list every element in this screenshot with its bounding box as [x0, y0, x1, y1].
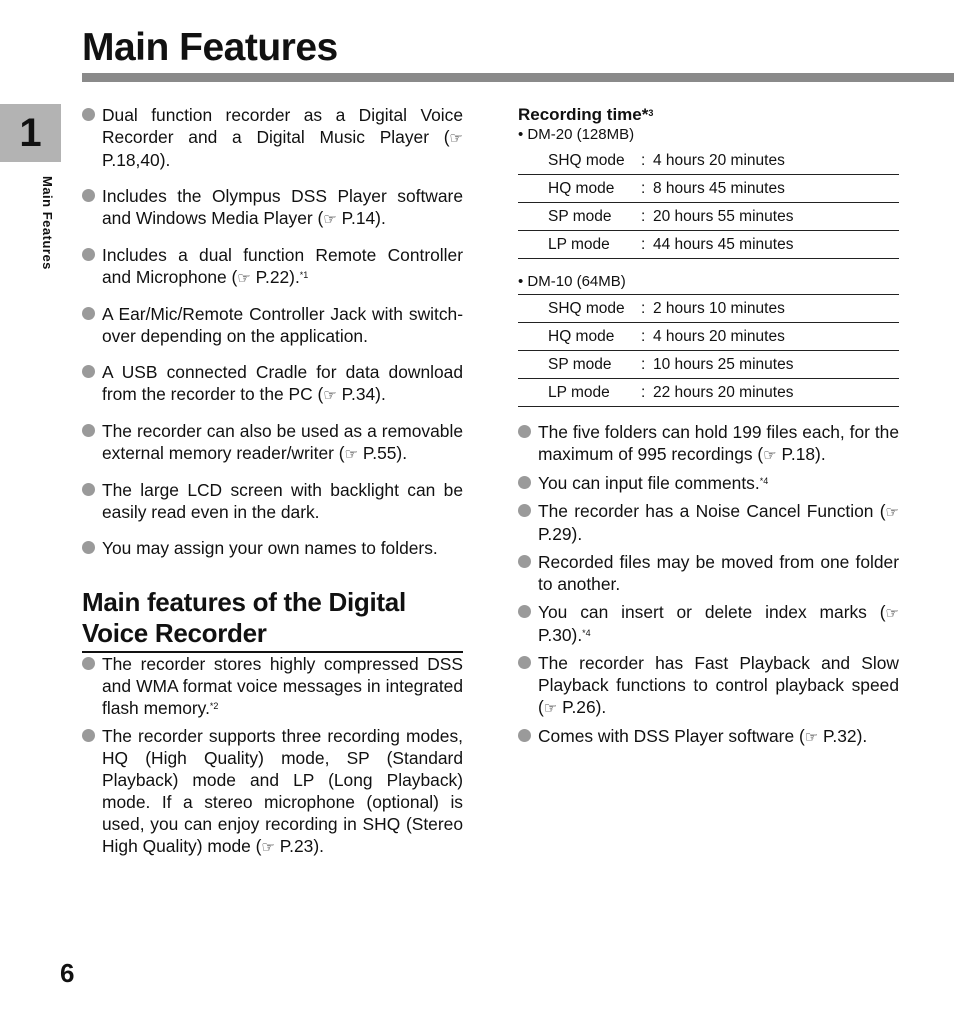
page-reference-icon: ☞	[804, 728, 819, 746]
page-reference: P.23).	[279, 836, 324, 856]
list-item-text: Dual function recorder as a Digital Voice Recorder and a Digital Music Player (	[102, 105, 463, 147]
list-item	[82, 725, 463, 858]
mode-cell: HQ mode	[548, 180, 615, 197]
recorder-feature-list	[82, 653, 463, 858]
duration-cell: 2 hours 10 minutes	[653, 300, 785, 317]
list-item-text: The five folders can hold 199 files each, for the maximum of 995 recordings (	[538, 422, 899, 464]
recording-time-table	[518, 294, 899, 407]
mode-cell: SP mode	[548, 208, 612, 225]
model-label: • DM-10 (64MB)	[518, 273, 626, 290]
separator-cell: :	[641, 180, 646, 197]
list-item	[518, 601, 899, 646]
side-chapter-label: Main Features	[40, 176, 55, 270]
list-item-text: You can input file comments.	[538, 473, 760, 493]
list-item	[518, 472, 899, 494]
mode-cell: LP mode	[548, 236, 610, 253]
footnote-marker: *4	[582, 628, 591, 638]
duration-cell: 10 hours 25 minutes	[653, 356, 794, 373]
table-row	[518, 323, 899, 351]
duration-cell: 22 hours 20 minutes	[653, 384, 794, 401]
bullet-icon	[518, 605, 531, 618]
bullet-icon	[518, 504, 531, 517]
chapter-tab: 1	[0, 104, 61, 162]
recording-time-table	[518, 147, 899, 259]
list-item	[82, 479, 463, 523]
page-reference-icon: ☞	[885, 604, 899, 622]
page-title: Main Features	[82, 26, 338, 69]
separator-cell: :	[641, 300, 646, 317]
bullet-icon	[82, 424, 95, 437]
table-row	[518, 147, 899, 175]
list-item	[82, 104, 463, 171]
bullet-icon	[82, 729, 95, 742]
list-item-text: Recorded files may be moved from one folder to another.	[538, 552, 899, 594]
footnote-marker: *1	[299, 270, 309, 280]
separator-cell: :	[641, 328, 646, 345]
page-reference-icon: ☞	[237, 269, 251, 287]
separator-cell: :	[641, 384, 646, 401]
page-reference: P.34).	[341, 384, 386, 404]
page-reference: P.14).	[341, 208, 386, 228]
page-reference: P.32).	[823, 726, 868, 746]
duration-cell: 20 hours 55 minutes	[653, 208, 794, 225]
list-item-text: The recorder has Fast Playback and Slow Playback functions to control playback speed (	[538, 653, 899, 717]
right-column	[518, 104, 899, 754]
mode-cell: SP mode	[548, 356, 612, 373]
duration-cell: 4 hours 20 minutes	[653, 328, 785, 345]
list-item-text: The recorder supports three recording modes, HQ (High Quality) mode, SP (Standard Playback) mode and LP (Long Playback) mode. If a stereo microphone (optional) is used, you can enjoy recording in SHQ (Stereo High Quality) mode (	[102, 726, 463, 856]
mode-cell: HQ mode	[548, 328, 615, 345]
list-item	[82, 361, 463, 406]
list-item	[518, 652, 899, 719]
separator-cell: :	[641, 152, 646, 169]
page-reference: P.18,40).	[102, 150, 171, 170]
list-item	[82, 420, 463, 465]
page-reference-icon: ☞	[885, 503, 899, 521]
bullet-icon	[82, 365, 95, 378]
duration-cell: 8 hours 45 minutes	[653, 180, 785, 197]
page-reference-icon: ☞	[344, 445, 359, 463]
list-item	[82, 185, 463, 230]
list-item-text: A USB connected Cradle for data download from the recorder to the PC (	[102, 362, 463, 404]
page-reference-icon: ☞	[763, 446, 777, 464]
table-row	[518, 351, 899, 379]
page-reference: P.26).	[562, 697, 607, 717]
bullet-icon	[518, 729, 531, 742]
list-item-text: The recorder has a Noise Cancel Function (	[538, 501, 886, 521]
duration-cell: 4 hours 20 minutes	[653, 152, 785, 169]
title-rule	[82, 73, 954, 82]
section-heading: Main features of the Digital Voice Recorder	[82, 587, 463, 653]
table-row	[518, 175, 899, 203]
recording-time-heading: Recording time*$^3$	[518, 105, 654, 124]
page-reference-icon: ☞	[449, 129, 463, 147]
page-reference: P.29).	[538, 524, 583, 544]
table-row	[518, 379, 899, 407]
bullet-icon	[518, 656, 531, 669]
mode-cell: SHQ mode	[548, 152, 625, 169]
page-reference: P.18).	[781, 444, 826, 464]
list-item-text: You can insert or delete index marks (	[538, 602, 886, 622]
left-column	[82, 104, 463, 864]
list-item-text: Comes with DSS Player software (	[538, 726, 805, 746]
bullet-icon	[82, 541, 95, 554]
bullet-icon	[82, 248, 95, 261]
footnote-marker: *4	[759, 476, 769, 486]
page-reference: P.30).	[538, 625, 583, 645]
list-item-text: The recorder stores highly compressed DSS and WMA format voice messages in integrated flash memory.	[102, 654, 463, 718]
page-number: 6	[60, 958, 75, 988]
separator-cell: :	[641, 208, 646, 225]
bullet-icon	[518, 555, 531, 568]
feature-list	[82, 104, 463, 559]
bullet-icon	[82, 657, 95, 670]
list-item	[518, 421, 899, 466]
bullet-icon	[518, 425, 531, 438]
list-item	[82, 653, 463, 719]
bullet-icon	[518, 476, 531, 489]
list-item	[518, 551, 899, 595]
mode-cell: SHQ mode	[548, 300, 625, 317]
mode-cell: LP mode	[548, 384, 610, 401]
duration-cell: 44 hours 45 minutes	[653, 236, 794, 253]
list-item-text: Includes a dual function Remote Controller and Microphone (	[102, 245, 463, 287]
list-item	[518, 725, 899, 748]
bullet-icon	[82, 108, 95, 121]
list-item-text: Includes the Olympus DSS Player software and Windows Media Player (	[102, 186, 463, 228]
list-item-text: The large LCD screen with backlight can be easily read even in the dark.	[102, 480, 463, 522]
list-item-text: A Ear/Mic/Remote Controller Jack with switch-over depending on the application.	[102, 304, 463, 346]
table-row	[518, 295, 899, 323]
model-label: • DM-20 (128MB)	[518, 126, 635, 143]
list-item	[518, 500, 899, 545]
separator-cell: :	[641, 356, 646, 373]
page-reference: P.22).	[255, 267, 300, 287]
table-row	[518, 231, 899, 259]
page-reference-icon: ☞	[543, 699, 558, 717]
page-reference-icon: ☞	[323, 386, 337, 404]
list-item-text: You may assign your own names to folders.	[102, 538, 438, 558]
bullet-icon	[82, 483, 95, 496]
table-row	[518, 203, 899, 231]
footnote-marker: *2	[209, 701, 219, 711]
list-item-text: The recorder can also be used as a removable external memory reader/writer (	[102, 421, 463, 463]
list-item	[82, 537, 463, 559]
list-item	[82, 303, 463, 347]
bullet-icon	[82, 307, 95, 320]
page-reference: P.55).	[362, 443, 408, 463]
page-reference-icon: ☞	[261, 838, 275, 856]
bullet-icon	[82, 189, 95, 202]
list-item	[82, 244, 463, 289]
page-reference-icon: ☞	[323, 210, 337, 228]
feature-list-continued	[518, 421, 899, 748]
separator-cell: :	[641, 236, 646, 253]
